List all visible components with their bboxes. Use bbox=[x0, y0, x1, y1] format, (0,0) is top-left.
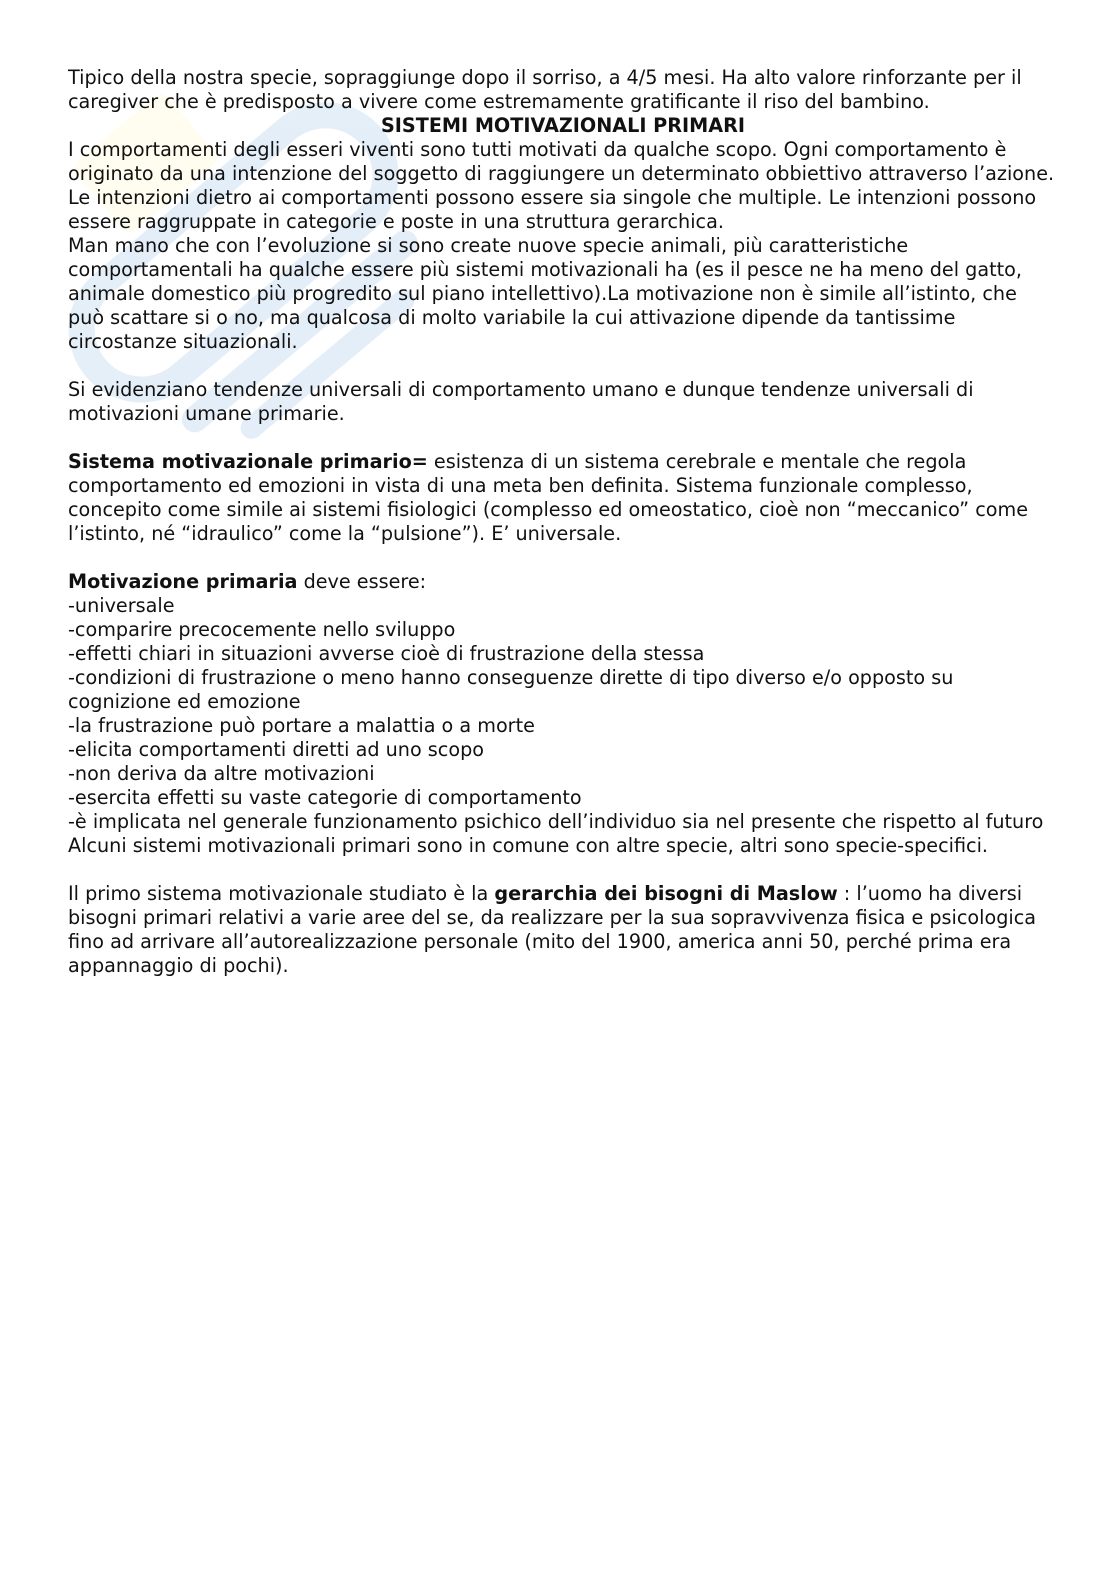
criteria-item: -è implicata nel generale funzionamento psichico dell’individuo sia nel presente che rispetto al futuro bbox=[68, 810, 1044, 833]
definition-sistema-text: esistenza di un sistema cerebrale e mentale che regola comportamento ed emozioni in vista di una meta ben definita. Sistema funzionale complesso, concepito come simile ai sistemi fisiologici (complesso ed omeostatico, cioè non “meccanico” come l’istinto, né “idraulico” come la “pulsione”). E’ universale. bbox=[68, 450, 1029, 545]
definition-motivazione-term: Motivazione primaria bbox=[68, 570, 298, 593]
paragraph-scopo: I comportamenti degli esseri viventi sono tutti motivati da qualche scopo. Ogni comportamento è originato da una intenzione del soggetto di raggiungere un determinato obbiettivo attraverso l’azione. Le intenzioni dietro ai comportamenti possono essere sia singole che multiple. Le intenzioni possono essere raggruppate in categorie e poste in una struttura gerarchica. bbox=[68, 138, 1055, 233]
paragraph-tendenze: Si evidenziano tendenze universali di comportamento umano e dunque tendenze universali di motivazioni umane primarie. bbox=[68, 378, 974, 425]
paragraph-evoluzione: Man mano che con l’evoluzione si sono create nuove specie animali, più caratteristiche comportamentali ha qualche essere più sistemi motivazionali ha (es il pesce ne ha meno del gatto, animale domestico più progredito sul piano intellettivo).La motivazione non è simile all’istinto, che può scattare si o no, ma qualcosa di molto variabile la cui attivazione dipende da tantissime circostanze situazionali. bbox=[68, 234, 1022, 353]
definition-sistema-term: Sistema motivazionale primario= bbox=[68, 450, 428, 473]
criteria-item: -condizioni di frustrazione o meno hanno conseguenze dirette di tipo diverso e/o opposto su cognizione ed emozione bbox=[68, 666, 954, 713]
definition-motivazione-text: deve essere: bbox=[297, 570, 427, 593]
section-heading: SISTEMI MOTIVAZIONALI PRIMARI bbox=[380, 114, 746, 137]
criteria-item: -elicita comportamenti diretti ad uno scopo bbox=[68, 738, 484, 761]
criteria-item: -universale bbox=[68, 594, 175, 617]
maslow-term: gerarchia dei bisogni di Maslow bbox=[494, 882, 838, 905]
definition-motivazione bbox=[68, 570, 1058, 594]
document-page bbox=[68, 66, 1058, 978]
paragraph-maslow-before: Il primo sistema motivazionale studiato è la bbox=[68, 882, 495, 905]
criteria-item: -comparire precocemente nello sviluppo bbox=[68, 618, 456, 641]
paragraph-maslow bbox=[68, 882, 1058, 978]
paragraph-comune: Alcuni sistemi motivazionali primari sono in comune con altre specie, altri sono specie-specifici. bbox=[68, 834, 989, 857]
criteria-item: -non deriva da altre motivazioni bbox=[68, 762, 375, 785]
definition-sistema bbox=[68, 450, 1058, 546]
paragraph-maslow-after: : l’uomo ha diversi bisogni primari relativi a varie aree del se, da realizzare per la sua sopravvivenza fisica e psicologica fino ad arrivare all’autorealizzazione personale (mito del 1900, america anni 50, perché prima era appannaggio di pochi). bbox=[68, 882, 1037, 977]
criteria-list bbox=[68, 594, 1058, 834]
criteria-item: -esercita effetti su vaste categorie di comportamento bbox=[68, 786, 582, 809]
criteria-item: -la frustrazione può portare a malattia o a morte bbox=[68, 714, 535, 737]
paragraph-intro: Tipico della nostra specie, sopraggiunge dopo il sorriso, a 4/5 mesi. Ha alto valore rinforzante per il caregiver che è predisposto a vivere come estremamente gratificante il riso del bambino. bbox=[68, 66, 1022, 113]
criteria-item: -effetti chiari in situazioni avverse cioè di frustrazione della stessa bbox=[68, 642, 705, 665]
